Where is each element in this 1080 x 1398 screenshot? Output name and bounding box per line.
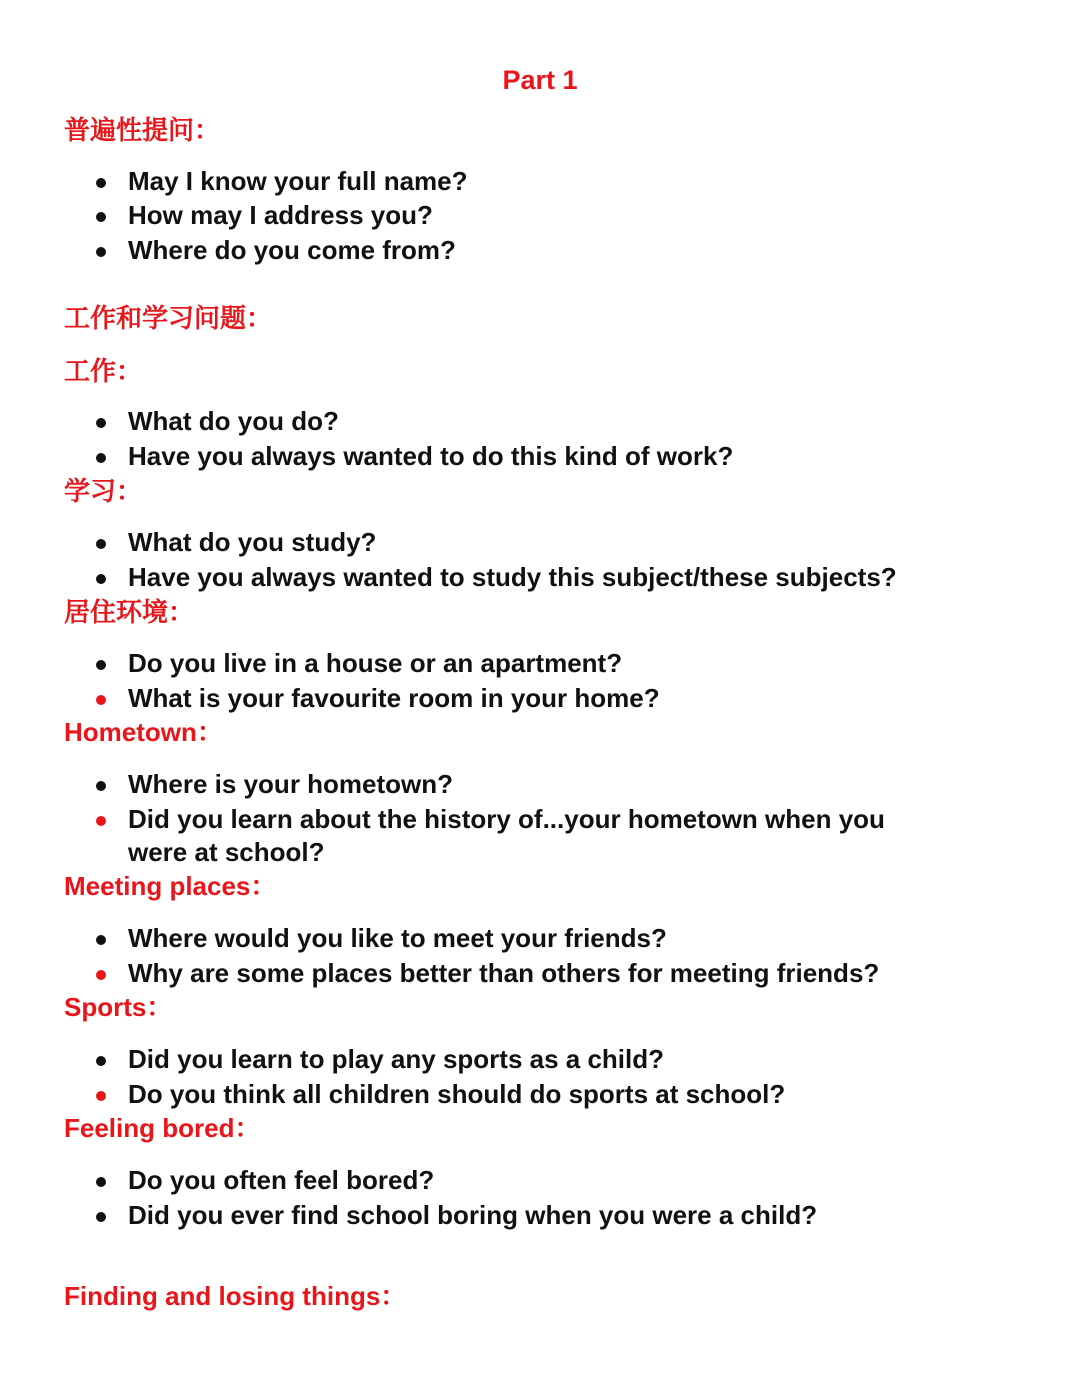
question-item: Where would you like to meet your friends?	[128, 923, 667, 953]
bullet	[96, 247, 106, 257]
bullet	[96, 935, 106, 945]
question-item: How may I address you?	[128, 200, 433, 230]
section-heading-work-study: 工作和学习问题：	[64, 303, 273, 333]
bullet	[96, 695, 106, 705]
bullet	[96, 970, 106, 980]
question-item: Did you ever find school boring when you were a child?	[128, 1200, 818, 1230]
bullet	[96, 781, 106, 791]
bullet	[96, 816, 106, 826]
bullet	[96, 453, 106, 463]
question-item: Why are some places better than others for meeting friends?	[128, 958, 880, 988]
bullet	[96, 539, 106, 549]
section-heading-sports: Sports：	[64, 992, 173, 1022]
question-item: What is your favourite room in your home?	[128, 683, 660, 713]
question-item: Do you think all children should do sports at school?	[128, 1079, 786, 1109]
bullet	[96, 1056, 106, 1066]
section-heading-general: 普遍性提问：	[64, 115, 221, 145]
question-item-continuation: were at school?	[128, 837, 325, 867]
question-item: Do you live in a house or an apartment?	[128, 648, 623, 678]
bullet	[96, 574, 106, 584]
question-item: Did you learn to play any sports as a child?	[128, 1044, 665, 1074]
question-item: What do you study?	[128, 527, 377, 557]
section-heading-study: 学习：	[64, 476, 143, 506]
bullet	[96, 1091, 106, 1101]
question-item: Did you learn about the history of...your hometown when you	[128, 804, 885, 834]
bullet	[96, 1212, 106, 1222]
section-heading-work: 工作：	[64, 356, 143, 386]
bullet	[96, 178, 106, 188]
question-item: Have you always wanted to do this kind of work?	[128, 441, 734, 471]
question-item: May I know your full name?	[128, 166, 468, 196]
section-heading-meeting-places: Meeting places：	[64, 871, 277, 901]
bullet	[96, 418, 106, 428]
bullet	[96, 212, 106, 222]
bullet	[96, 660, 106, 670]
question-item: Do you often feel bored?	[128, 1165, 435, 1195]
bullet	[96, 1177, 106, 1187]
question-item: Have you always wanted to study this subject/these subjects?	[128, 562, 897, 592]
question-item: Where do you come from?	[128, 235, 456, 265]
question-item: What do you do?	[128, 406, 339, 436]
section-heading-living: 居住环境：	[64, 597, 195, 627]
page-title: Part 1	[502, 65, 578, 95]
section-heading-hometown: Hometown：	[64, 717, 223, 747]
question-item: Where is your hometown?	[128, 769, 454, 799]
section-heading-feeling-bored: Feeling bored：	[64, 1113, 261, 1143]
section-heading-finding-losing: Finding and losing things：	[64, 1281, 407, 1311]
